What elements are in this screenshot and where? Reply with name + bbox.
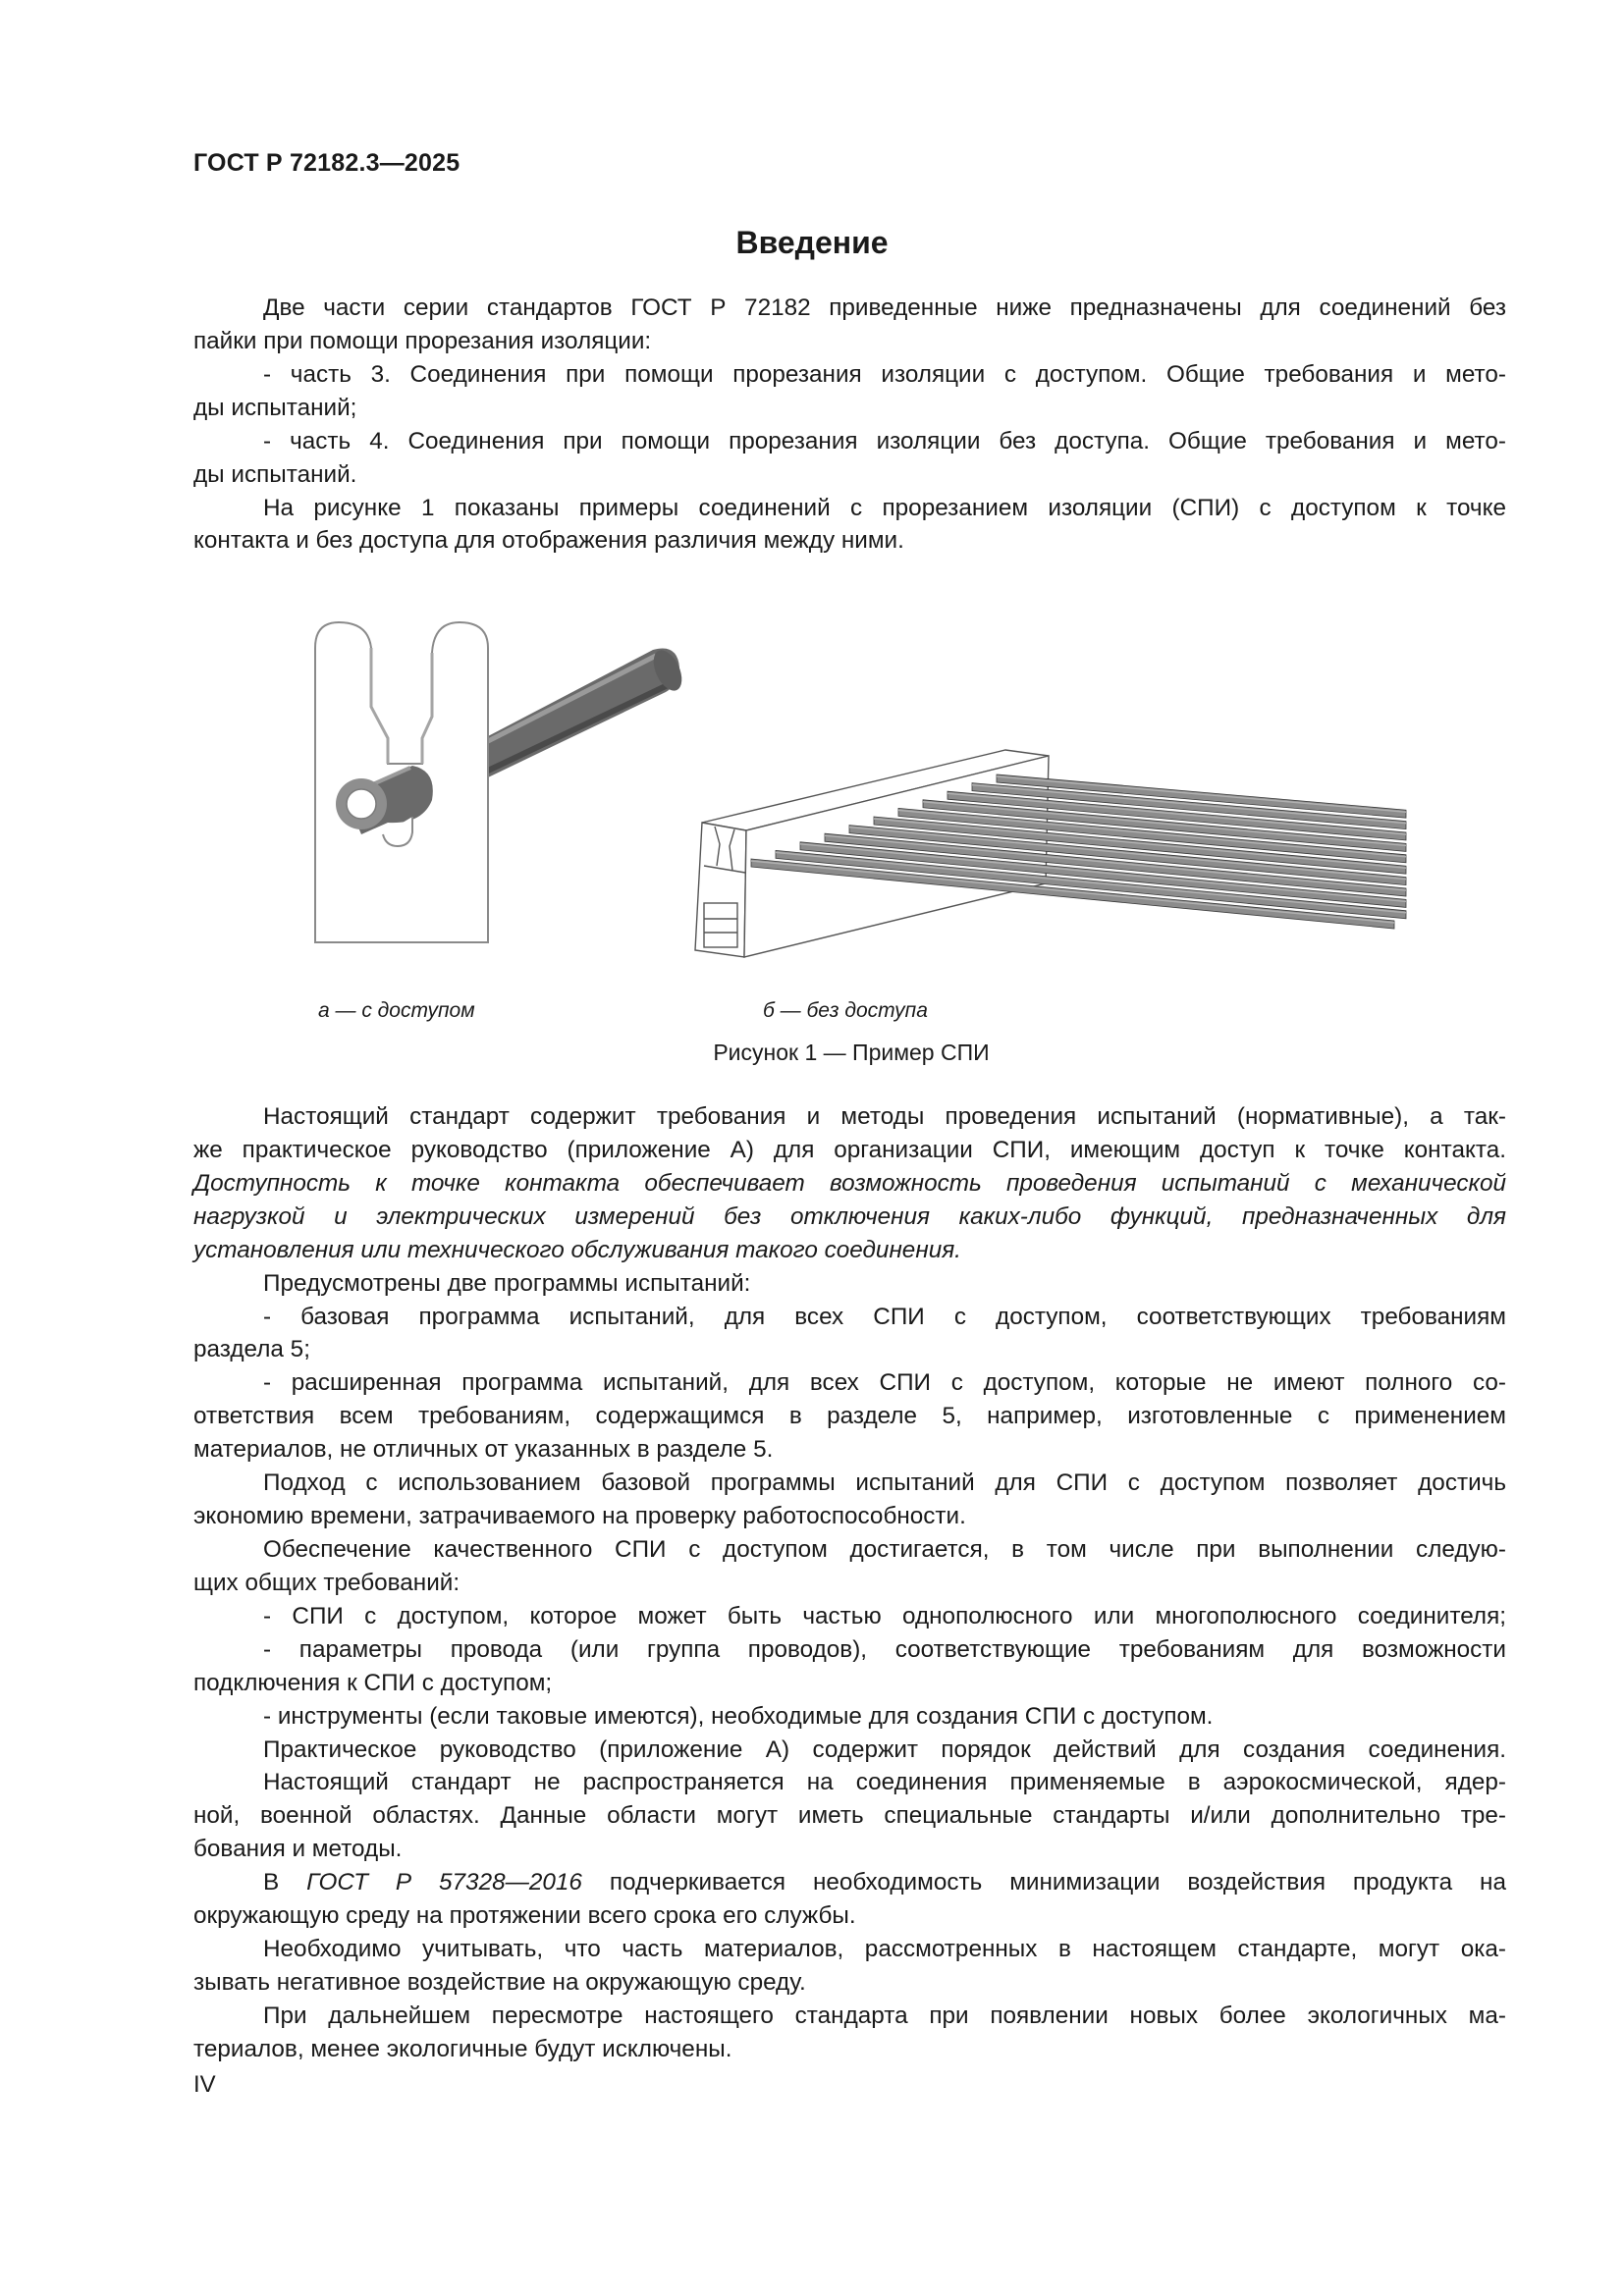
connector-side-face [744, 756, 1049, 957]
subcaption-a: а — с доступом [318, 999, 475, 1022]
flat-cable [751, 774, 1406, 929]
text-line: Необходимо учитывать, что часть материалов, рассмотренных в настоящем стандарте, могут ока- [263, 1936, 1506, 1963]
text-line: окружающую среду на протяжении всего срока его службы. [193, 1902, 856, 1930]
flat-cable-wire [997, 774, 1406, 818]
drawing-without-access [695, 750, 1049, 957]
connector-front-face [695, 823, 746, 957]
intro-text [193, 292, 1506, 558]
flat-cable-wire [825, 833, 1406, 896]
text-line: - часть 3. Соединения при помощи прорезания изоляции с доступом. Общие требования и мето- [263, 360, 1506, 388]
wire-highlight [849, 828, 1406, 880]
wire-highlight [947, 793, 1406, 834]
text-run: подчеркивается необходимость минимизации воздействия продукта на [581, 1869, 1506, 1896]
text-line: контакта и без доступа для отображения различия между ними. [193, 527, 904, 555]
flat-cable-wire [751, 859, 1394, 929]
text-line: установления или технического обслуживания такого соединения. [193, 1236, 961, 1263]
text-line: - расширенная программа испытаний, для всех СПИ с доступом, которые не имеют полного со- [263, 1369, 1506, 1397]
figure-caption: Рисунок 1 — Пример СПИ [713, 1040, 990, 1065]
text-line: пайки при помощи прорезания изоляции: [193, 327, 652, 354]
text-line: Предусмотрены две программы испытаний: [263, 1269, 751, 1297]
text-line: материалов, не отличных от указанных в разделе 5. [193, 1436, 774, 1464]
text-line: ды испытаний; [193, 394, 357, 421]
section-title: Введение [735, 225, 889, 260]
text-run: В [263, 1869, 307, 1896]
text-line: ды испытаний. [193, 460, 357, 488]
wire-highlight [800, 844, 1406, 902]
wire-highlight [825, 835, 1406, 890]
text-line: ной, военной областях. Данные области могут иметь специальные стандарты и/или дополнительно тре- [193, 1802, 1506, 1830]
flat-cable-wire [776, 850, 1406, 918]
wire-in-slot [336, 766, 433, 846]
text-line: Настоящий стандарт содержит требования и методы проведения испытаний (нормативные), а так- [263, 1103, 1506, 1130]
text-line: Обеспечение качественного СПИ с доступом достигается, в том числе при выполнении следую- [263, 1535, 1506, 1563]
wire-highlight [776, 852, 1406, 912]
text-line: нагрузкой и электрических измерений без отключения каких-либо функций, предназначенных для [193, 1202, 1506, 1230]
text-line: - параметры провода (или группа проводов), соответствующие требованиям для возможности [263, 1635, 1506, 1663]
text-line: - часть 4. Соединения при помощи прорезания изоляции без доступа. Общие требования и мето- [263, 427, 1506, 454]
wire-highlight [997, 776, 1406, 812]
text-line: Подход с использованием базовой программы испытаний для СПИ с доступом позволяет достичь [263, 1469, 1506, 1497]
flat-cable-wire [898, 808, 1406, 862]
text-line: зывать негативное воздействие на окружающую среду. [193, 1968, 806, 1996]
wire-tube [488, 646, 687, 777]
text-line: щих общих требований: [193, 1569, 460, 1596]
text-line: же практическое руководство (приложение А) для организации СПИ, имеющим доступ к точке контакта. [193, 1136, 1506, 1163]
flat-cable-wire [800, 842, 1406, 908]
text-line: экономию времени, затрачиваемого на проверку работоспособности. [193, 1503, 966, 1530]
flat-cable-wire [923, 800, 1406, 852]
text-line: - СПИ с доступом, которое может быть частью однополюсного или многополюсного соединителя; [263, 1602, 1506, 1629]
flat-cable-wire [972, 783, 1406, 829]
flat-cable-wire [849, 826, 1406, 885]
flat-cable-wire [947, 791, 1406, 840]
document-code-header: ГОСТ Р 72182.3—2025 [193, 149, 460, 177]
text-line: Настоящий стандарт не распространяется на соединения применяемые в аэрокосмической, ядер- [263, 1769, 1506, 1796]
text-line: Две части серии стандартов ГОСТ Р 72182 приведенные ниже предназначены для соединений без [263, 294, 1506, 321]
wire-highlight [898, 810, 1406, 856]
text-line: раздела 5; [193, 1336, 310, 1363]
text-line: ответствия всем требованиям, содержащимся в разделе 5, например, изготовленные с применением [193, 1403, 1506, 1430]
text-line: подключения к СПИ с доступом; [193, 1669, 553, 1696]
flat-cable-wire [874, 817, 1406, 874]
text-line: Практическое руководство (приложение А) содержит порядок действий для создания соединения. [263, 1735, 1506, 1763]
text-line: териалов, менее экологичные будут исключены. [193, 2035, 732, 2062]
text-line: - базовая программа испытаний, для всех СПИ с доступом, соответствующих требованиям [263, 1303, 1506, 1330]
text-line: Доступность к точке контакта обеспечивает возможность проведения испытаний с механической [193, 1169, 1506, 1197]
wire-highlight [923, 802, 1406, 846]
wire-highlight [751, 861, 1394, 923]
subcaption-b: б — без доступа [763, 999, 928, 1022]
wire-highlight [874, 819, 1406, 868]
text-line: бования и методы. [193, 1836, 403, 1863]
connector-top-face [702, 750, 1049, 830]
body-text [193, 1100, 1506, 2066]
text-line: При дальнейшем пересмотре настоящего стандарта при появлении новых более экологичных ма- [263, 2002, 1506, 2029]
wire-highlight [972, 785, 1406, 824]
idc-plate [315, 622, 488, 942]
text-line: - инструменты (если таковые имеются), необходимые для создания СПИ с доступом. [263, 1702, 1214, 1730]
text-line: На рисунке 1 показаны примеры соединений с прорезанием изоляции (СПИ) с доступом к точке [263, 494, 1506, 521]
drawing-with-access [315, 622, 687, 942]
page-number: IV [193, 2071, 216, 2098]
standard-reference: ГОСТ Р 57328—2016 [306, 1869, 582, 1896]
text-line [193, 1866, 1506, 1899]
